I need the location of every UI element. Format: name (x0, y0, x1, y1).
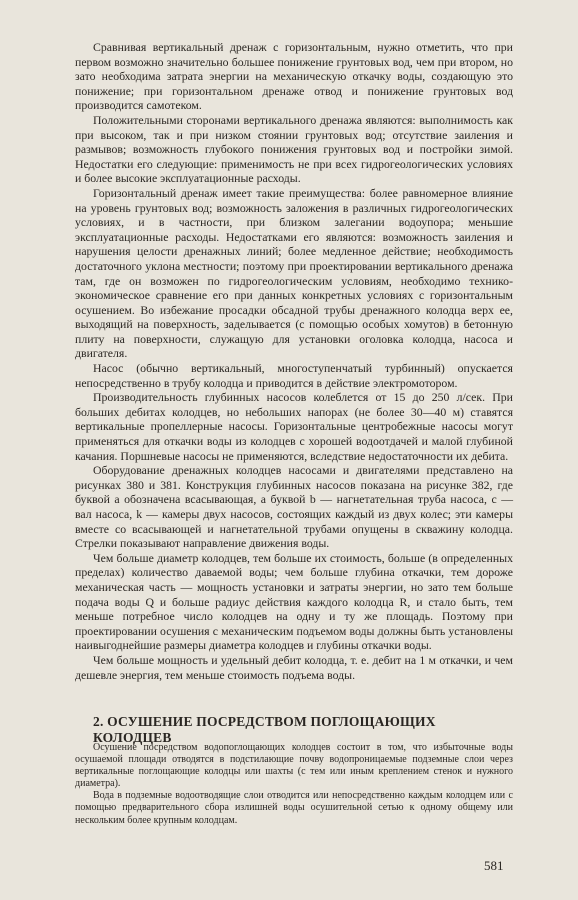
paragraph: Чем больше диаметр колодцев, тем больше их стоимость, больше (в определенных пределах) количество даваемой воды; чем больше глубина откачки, тем дороже механическая часть — мощность установки и затраты энергии, но зато тем больше подача воды Q и больше радиус действия каждого колодца R, и стало быть, тем меньше потребное число колодцев на одну и ту же площадь. Поэтому при проектировании осушения с механическим подъемом воды должны быть установлены наивыгоднейшие размеры диаметра колодцев и глубины откачки воды. (75, 550, 513, 653)
paragraph: Производительность глубинных насосов колеблется от 15 до 250 л/сек. При больших дебитах колодцев, но небольших напорах (не более 30—40 м) ставятся вертикальные пропеллерные насосы. Горизонтальные центробежные насосы могут применяться для откачки воды из колодцев с хорошей водоотдачей и малой глубиной качания. Поршневые насосы не применяются, вследствие недостаточности их дебита. (75, 390, 513, 463)
paragraph: Чем больше мощность и удельный дебит колодца, т. е. дебит на 1 м откачки, и чем дешевле энергия, тем меньше стоимость подъема воды. (75, 652, 513, 682)
paragraph: Сравнивая вертикальный дренаж с горизонтальным, нужно отметить, что при первом возможно значительно большее понижение грунтовых вод, чем при втором, но зато необходима затрата энергии на механическую откачку воды, создающую это понижение; при горизонтальном дренаже отвод и понижение грунтовых вод производится самотеком. (75, 40, 513, 113)
paragraph: Положительными сторонами вертикального дренажа являются: выполнимость как при высоком, так и при низком стоянии грунтовых вод; отсутствие заиления и размывов; возможность глубокого понижения грунтовых вод и постройки зимой. Недостатки его следующие: применимость не при всех гидрогеологических условиях и более высокие эксплуатационные расходы. (75, 112, 513, 186)
page-number: 581 (484, 858, 504, 873)
body-text (75, 40, 513, 682)
paragraph: Горизонтальный дренаж имеет такие преимущества: более равномерное влияние на уровень грунтовых вод; возможность заложения в различных гидрогеологических условиях, и в частности, при близком залегании водоупора; меньшие эксплуатационные расходы. Недостатками его являются: возможность заиления и нарушения целости дренажных линий; более медленное действие; необходимость достаточного уклона местности; поэтому при проектировании вертикального дренажа там, где он возможен по гидрогеологическим условиям, необходимо технико-экономическое сравнение его при данных конкретных условиях с горизонтальным осушением. Во избежание просадки обсадной трубы дренажного колодца верх ее, выходящий на поверхность, заделывается (с помощью особых хомутов) в бетонную плиту на поверхности, служащую для установки оголовка колодца, насоса и двигателя. (75, 185, 513, 361)
small-print-text (75, 742, 513, 827)
small-paragraph: Вода в подземные водоотводящие слои отводится или непосредственно каждым колодцем или с помощью предварительного сбора излишней воды осушительной сетью к одному общему или нескольким более крупным колодцам. (75, 790, 513, 826)
small-paragraph: Осушение посредством водопоглощающих колодцев состоит в том, что избыточные воды осушаемой площади отводятся в подстилающие почву водопроницаемые подземные слои через вертикальные поглощающие колодцы или шахты (с тем или иным креплением стенок и нужного диаметра). (75, 742, 513, 790)
paragraph: Оборудование дренажных колодцев насосами и двигателями представлено на рисунках 380 и 381. Конструкция глубинных насосов показана на рисунке 382, где буквой а обозначена всасывающая, а буквой b — нагнетательная труба насоса, с — вал насоса, k — камеры двух насосов, состоящих каждый из двух колес; эти камеры вместе со всасывающей и нагнетательной трубами опущены в скважину колодца. Стрелки показывают направление движения воды. (75, 463, 513, 551)
section-title: 2. ОСУШЕНИЕ ПОСРЕДСТВОМ ПОГЛОЩАЮЩИХ КОЛОДЦЕВ (93, 714, 436, 745)
paragraph: Насос (обычно вертикальный, многоступенчатый турбинный) опускается непосредственно в трубу колодца и приводится в действие электромотором. (75, 361, 513, 390)
